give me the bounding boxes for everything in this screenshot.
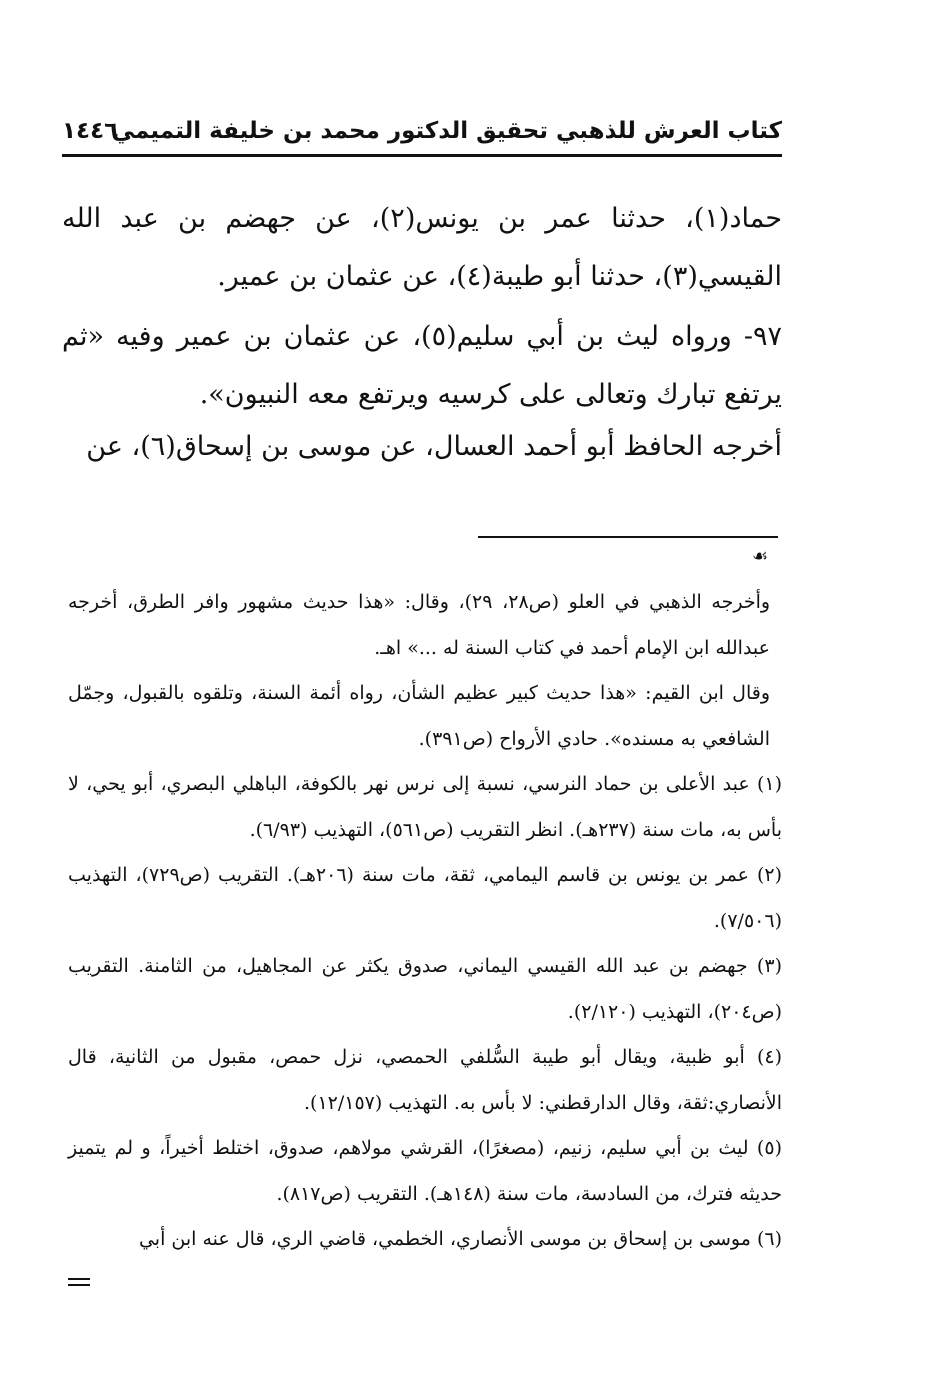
header-title: كتاب العرش للذهبي تحقيق الدكتور محمد بن خليفة التميمي [111, 118, 782, 144]
footnote-5: (٥) ليث بن أبي سليم، زنيم، (مصغرًا)، القرشي مولاهم، صدوق، اختلط أخيراً، و لم يتميز حديثه فترك، من السادسة، مات سنة (١٤٨هـ). التقريب (ص٨١٧). [68, 1137, 782, 1205]
footnote-continues-mark [68, 1278, 90, 1290]
footnote-1: (١) عبد الأعلى بن حماد النرسي، نسبة إلى نرس نهر بالكوفة، الباهلي البصري، أبو يحي، لا بأس به، مات سنة (٢٣٧هـ). انظر التقريب (ص٥٦١)، التهذيب (٦/٩٣). [68, 773, 782, 841]
footnote-3: (٣) جهضم بن عبد الله القيسي اليماني، صدوق يكثر عن المجاهيل، من الثامنة. التقريب (ص٢٠٤)، التهذيب (٢/١٢٠). [68, 955, 782, 1023]
main-paragraph-2 [62, 308, 782, 424]
footnote-2: (٢) عمر بن يونس بن قاسم اليمامي، ثقة، مات سنة (٢٠٦هـ). التقريب (ص٧٢٩)، التهذيب (٧/٥٠٦). [68, 864, 783, 932]
paragraph-text: ٩٧- ورواه ليث بن أبي سليم(٥)، عن عثمان بن عمير وفيه «ثم يرتفع تبارك وتعالى على كرسيه ويرتفع معه النبيون». [62, 321, 782, 410]
page-number: ١٤٤٦ [62, 118, 119, 144]
paragraph-text: أخرجه الحافظ أبو أحمد العسال، عن موسى بن إسحاق(٦)، عن [86, 431, 782, 462]
main-paragraph-3 [62, 418, 782, 476]
footnotes [68, 580, 782, 1263]
running-header [62, 112, 782, 152]
footnote-continuation-mark: ☙ [752, 546, 769, 567]
footnote-separator [478, 536, 778, 538]
footnote-4: (٤) أبو ظبية، ويقال أبو طيبة السُّلفي الحمصي، نزل حمص، مقبول من الثانية، قال الأنصاري:ثقة، وقال الدارقطني: لا بأس به. التهذيب (١٢/١٥٧). [68, 1046, 782, 1114]
main-paragraph-1 [62, 190, 782, 306]
header-rule [62, 154, 782, 157]
footnote-continuation-1: وأخرجه الذهبي في العلو (ص٢٨، ٢٩)، وقال: «هذا حديث مشهور وافر الطرق، أخرجه عبدالله ابن الإمام أحمد في كتاب السنة له ...» اهـ. [68, 591, 771, 659]
footnote-continuation-2: وقال ابن القيم: «هذا حديث كبير عظيم الشأن، رواه أئمة السنة، وتلقوه بالقبول، وجمّل الشافعي به مسنده». حادي الأرواح (ص٣٩١). [68, 682, 770, 750]
paragraph-text: حماد(١)، حدثنا عمر بن يونس(٢)، عن جهضم بن عبد الله القيسي(٣)، حدثنا أبو طيبة(٤)، عن عثمان بن عمير. [62, 203, 783, 292]
footnote-6: (٦) موسى بن إسحاق بن موسى الأنصاري، الخطمي، قاضي الري، قال عنه ابن أبي [138, 1228, 782, 1250]
